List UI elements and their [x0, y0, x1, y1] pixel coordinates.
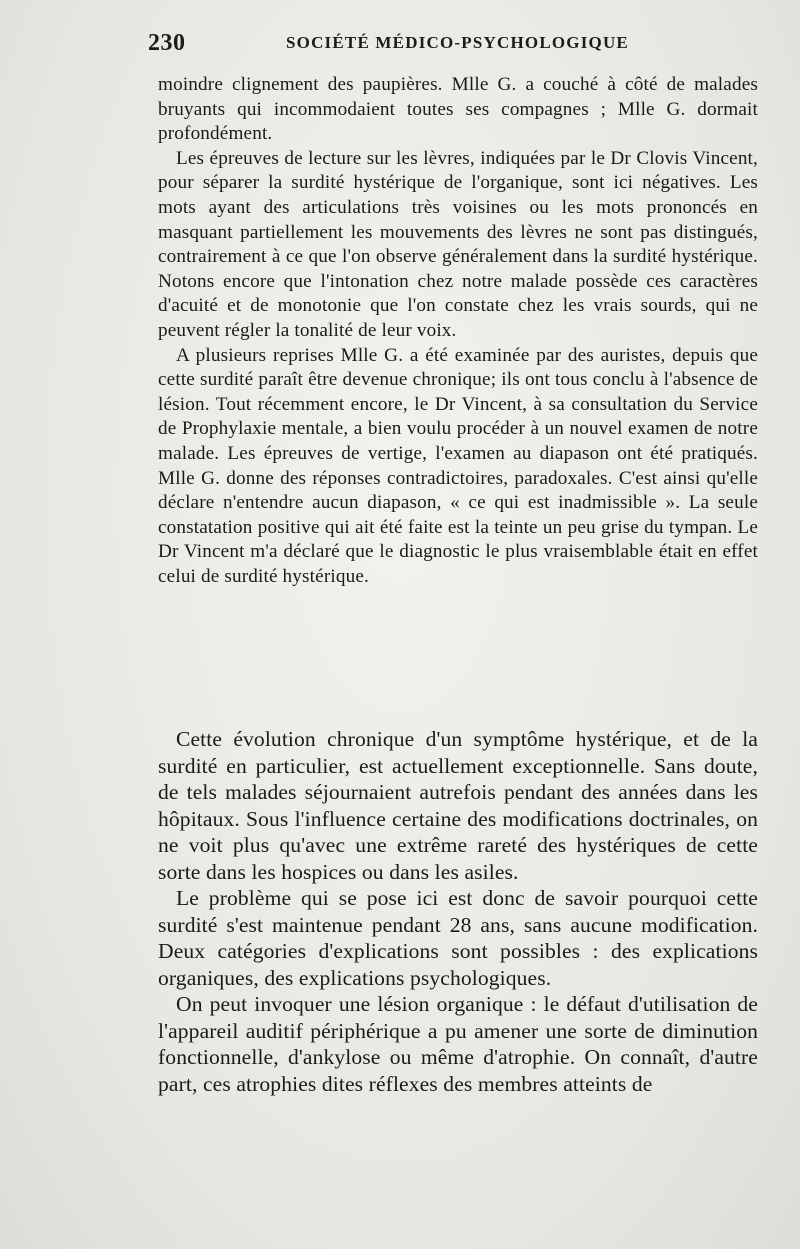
- paragraph: Le problème qui se pose ici est donc de savoir pourquoi cette surdité s'est maintenue pendant 28 ans, sans aucune modification. Deux catégories d'explications sont possibles : des explications organiques, des explications psychologiques.: [158, 886, 758, 990]
- paragraph: Cette évolution chronique d'un symptôme hystérique, et de la surdité en particulier, est actuellement exceptionnelle. Sans doute, de tels malades séjournaient autrefois pendant des années dans les hôpitaux. Sous l'influence certaine des modifications doctrinales, on ne voit plus qu'avec une extrême rareté des hystériques de cette sorte dans les hospices ou dans les asiles.: [158, 727, 758, 884]
- running-title: SOCIÉTÉ MÉDICO-PSYCHOLOGIQUE: [286, 33, 629, 52]
- main-text-section: [158, 726, 758, 1097]
- page-header: [148, 30, 718, 62]
- paragraph: Les épreuves de lecture sur les lèvres, indiquées par le Dr Clovis Vincent, pour séparer la surdité hystérique de l'organique, sont ici négatives. Les mots ayant des articulations très voisines ou les mots prononcés en masquant partiellement les mouvements des lèvres ne sont pas distingués, contrairement à ce que l'on observe généralement dans la surdité hystérique. Notons encore que l'intonation chez notre malade possède ces caractères d'acuité et de monotonie que l'on constate chez les vrais sourds, qui ne peuvent régler la tonalité de leur voix.: [158, 147, 758, 341]
- paragraph: On peut invoquer une lésion organique : le défaut d'utilisation de l'appareil auditif périphérique a pu amener une sorte de diminution fonctionnelle, d'ankylose ou même d'atrophie. On connaît, d'autre part, ces atrophies dites réflexes des membres atteints de: [158, 992, 758, 1096]
- page-number: 230: [148, 30, 186, 56]
- paragraph: moindre clignement des paupières. Mlle G. a couché à côté de malades bruyants qui incommodaient toutes ses compagnes ; Mlle G. dormait profondément.: [158, 74, 758, 145]
- paragraph: A plusieurs reprises Mlle G. a été examinée par des auristes, depuis que cette surdité paraît être devenue chronique; ils ont tous conclu à l'absence de lésion. Tout récemment encore, le Dr Vincent, à sa consultation du Service de Prophylaxie mentale, a bien voulu procéder à un nouvel examen de notre malade. Les épreuves de vertige, l'examen au diapason ont été pratiqués. Mlle G. donne des réponses contradictoires, paradoxales. C'est ainsi qu'elle déclare n'entendre aucun diapason, « ce qui est inadmissible ». La seule constatation positive qui ait été faite est la teinte un peu grise du tympan. Le Dr Vincent m'a déclaré que le diagnostic le plus vraisemblable était en effet celui de surdité hystérique.: [158, 344, 758, 587]
- small-print-section: [158, 73, 758, 589]
